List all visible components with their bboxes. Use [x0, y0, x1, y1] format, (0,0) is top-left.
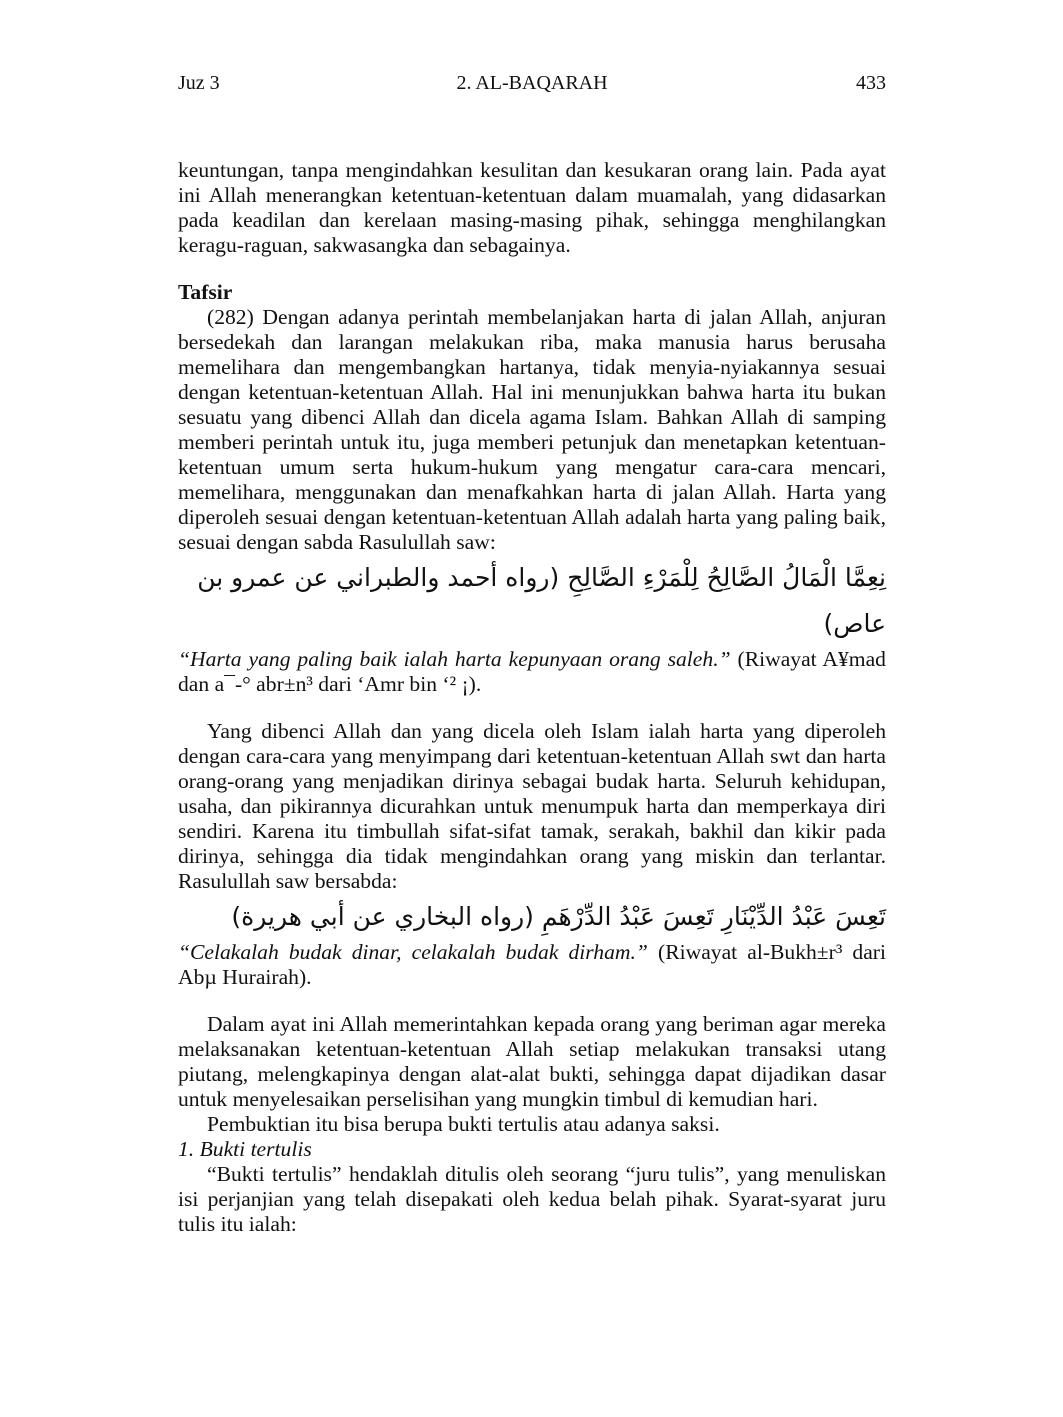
surah-title: 2. AL-BAQARAH — [456, 72, 608, 94]
paragraph-4: Pembuktian itu bisa berupa bukti tertulis atau adanya saksi. — [207, 1112, 720, 1136]
tafsir-heading: Tafsir — [178, 280, 233, 304]
hadith-source: (Riwayat al-Bukh±r³ dari Abµ Hurairah). — [178, 940, 886, 989]
paragraph-5: “Bukti tertulis” hendaklah ditulis oleh seorang “juru tulis”, yang menuliskan isi perjanjian yang telah disepakati oleh kedua belah pihak. Syarat-syarat juru tulis itu ialah: — [178, 1162, 886, 1236]
page-number: 433 — [856, 72, 886, 94]
hadith-arabic-1: نِعِمَّا الْمَالُ الصَّالِحُ لِلْمَرْءِ الصَّالِحِ (رواه أحمد والطبراني عن عمرو بن عاص) — [197, 563, 886, 638]
hadith-translation-2 — [178, 940, 886, 990]
tafsir-paragraph: (282) Dengan adanya perintah membelanjakan harta di jalan Allah, anjuran bersedekah dan larangan melakukan riba, maka manusia harus berusaha memelihara dan mengembangkan hartanya, tidak menyia-nyiakannya sesuai dengan ketentuan-ketentuan Allah. Hal ini menunjukkan bahwa harta itu bukan sesuatu yang dibenci Allah dan dicela agama Islam. Bahkan Allah di samping memberi perintah untuk itu, juga memberi petunjuk dan menetapkan ketentuan-ketentuan umum serta hukum-hukum yang mengatur cara-cara mencari, memelihara, menggunakan dan menafkahkan harta di jalan Allah. Harta yang diperoleh sesuai dengan ketentuan-ketentuan Allah adalah harta yang paling baik, sesuai dengan sabda Rasulullah saw: — [178, 305, 886, 554]
hadith-translation-text: “Celakalah budak dinar, celakalah budak dirham.” — [178, 940, 648, 964]
paragraph-2: Yang dibenci Allah dan yang dicela oleh Islam ialah harta yang diperoleh dengan cara-cara yang menyimpang dari ketentuan-ketentuan Allah swt dan harta orang-orang yang menjadikan dirinya sebagai budak harta. Seluruh kehidupan, usaha, dan pikirannya dicurahkan untuk menumpuk harta dan memperkaya diri sendiri. Karena itu timbullah sifat-sifat tamak, serakah, bakhil dan kikir pada dirinya, sehingga dia tidak mengindahkan orang yang miskin dan terlantar. Rasulullah saw bersabda: — [178, 719, 886, 893]
page-body — [178, 158, 886, 1237]
hadith-translation-1 — [178, 647, 886, 697]
page-header — [178, 72, 886, 98]
intro-paragraph: keuntungan, tanpa mengindahkan kesulitan dan kesukaran orang lain. Pada ayat ini Allah menerangkan ketentuan-ketentuan dalam muamalah, yang didasarkan pada keadilan dan kerelaan masing-masing pihak, sehingga menghilangkan keragu-raguan, sakwasangka dan sebagainya. — [178, 158, 886, 257]
hadith-translation-text: “Harta yang paling baik ialah harta kepunyaan orang saleh.” — [178, 647, 731, 671]
paragraph-3: Dalam ayat ini Allah memerintahkan kepada orang yang beriman agar mereka melaksanakan ketentuan-ketentuan Allah setiap melakukan transaksi utang piutang, melengkapinya dengan alat-alat bukti, sehingga dapat dijadikan dasar untuk menyelesaikan perselisihan yang mungkin timbul di kemudian hari. — [178, 1012, 886, 1111]
hadith-source: (Riwayat A¥mad dan a¯-° abr±n³ dari ‘Amr bin ‘² ¡). — [178, 647, 886, 696]
juz-label: Juz 3 — [178, 72, 220, 94]
subheading-bukti-tertulis: 1. Bukti tertulis — [178, 1137, 312, 1161]
hadith-arabic-2: تَعِسَ عَبْدُ الدِّيْنَارِ تَعِسَ عَبْدُ الدِّرْهَمِ (رواه البخاري عن أبي هريرة) — [231, 902, 886, 931]
